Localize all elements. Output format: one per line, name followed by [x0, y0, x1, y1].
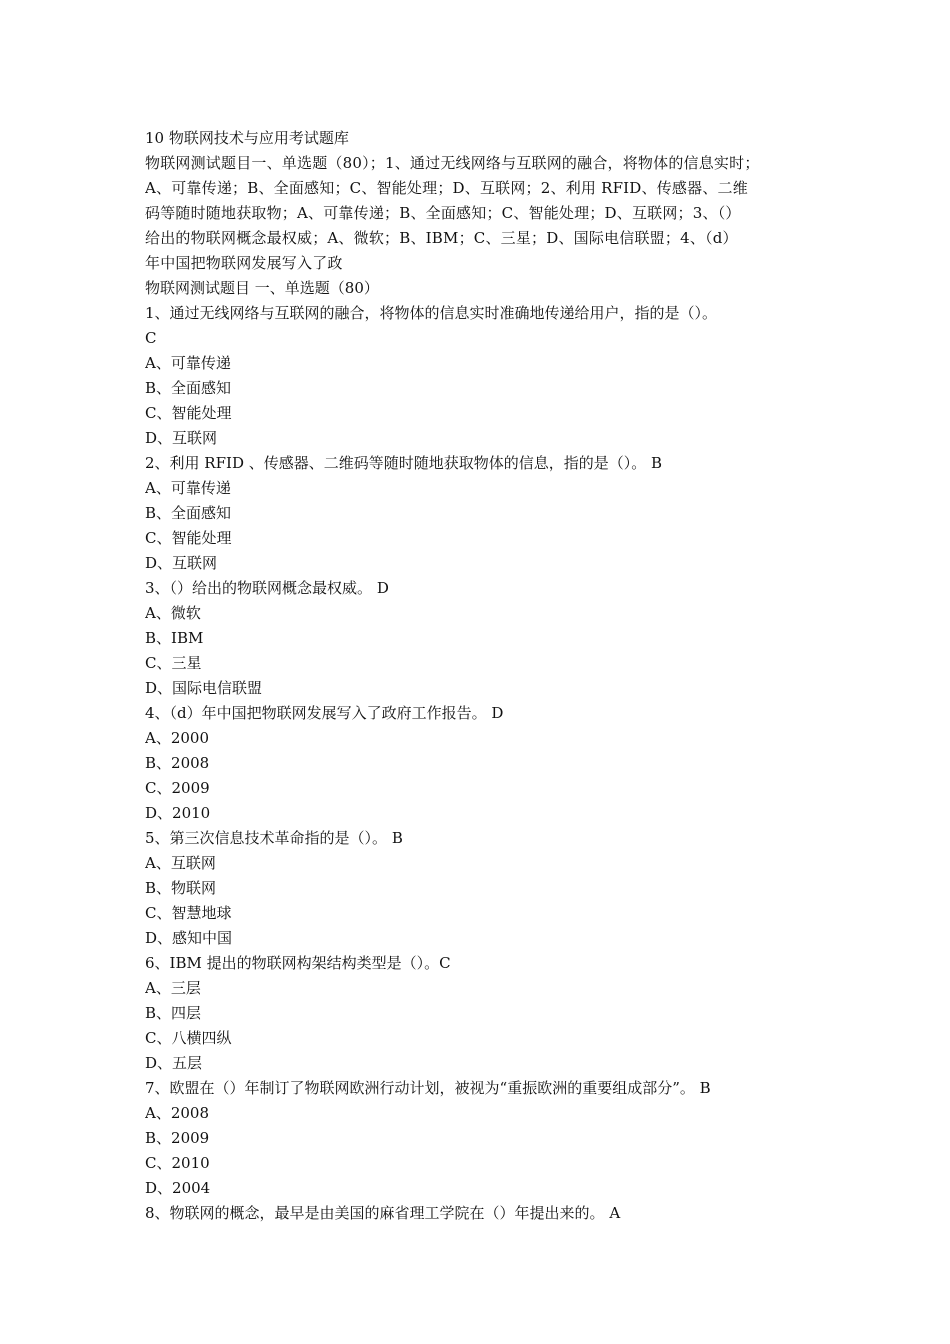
question-stem: 1、通过无线网络与互联网的融合，将物体的信息实时准确地传递给用户，指的是（）。 [145, 304, 718, 322]
summary-line: 给出的物联网概念最权威；A、微软；B、IBM；C、三星；D、国际电信联盟；4、（d） [145, 229, 738, 247]
option-d: D、2004 [145, 1179, 211, 1197]
option-a: A、2008 [145, 1104, 210, 1122]
document-title: 10 物联网技术与应用考试题库 [145, 129, 349, 147]
option-d: D、感知中国 [145, 929, 233, 947]
option-d: D、互联网 [145, 554, 218, 572]
question-stem: 8、物联网的概念，最早是由美国的麻省理工学院在（）年提出来的。 A [145, 1204, 621, 1222]
question-5 [145, 826, 817, 951]
question-stem: 5、第三次信息技术革命指的是（）。 B [145, 829, 403, 847]
question-stem: 2、利用 RFID 、传感器、二维码等随时随地获取物体的信息，指的是（）。 B [145, 454, 663, 472]
option-a: A、微软 [145, 604, 201, 622]
option-d: D、互联网 [145, 429, 218, 447]
question-6 [145, 951, 817, 1076]
question-2 [145, 451, 817, 576]
answer-line: C [145, 329, 157, 347]
question-1 [145, 301, 817, 451]
option-d: D、2010 [145, 804, 211, 822]
option-b: B、四层 [145, 1004, 202, 1022]
option-b: B、2009 [145, 1129, 210, 1147]
option-a: A、可靠传递 [145, 479, 231, 497]
question-4 [145, 701, 817, 826]
option-b: B、2008 [145, 754, 210, 772]
option-d: D、五层 [145, 1054, 203, 1072]
question-stem: 7、欧盟在（）年制订了物联网欧洲行动计划，被视为“重振欧洲的重要组成部分”。 B [145, 1079, 711, 1097]
option-a: A、互联网 [145, 854, 216, 872]
summary-line: A、可靠传递；B、全面感知；C、智能处理；D、互联网；2、利用 RFID、传感器、二维 [145, 179, 748, 197]
summary-paragraph [145, 151, 817, 276]
option-a: A、2000 [145, 729, 210, 747]
section-heading: 物联网测试题目 一、单选题（80） [145, 279, 379, 297]
question-7 [145, 1076, 817, 1201]
option-b: B、全面感知 [145, 379, 232, 397]
question-stem: 6、IBM 提出的物联网构架结构类型是（）。C [145, 954, 451, 972]
option-c: C、八横四纵 [145, 1029, 232, 1047]
option-c: C、2010 [145, 1154, 210, 1172]
option-b: B、物联网 [145, 879, 217, 897]
option-a: A、可靠传递 [145, 354, 231, 372]
option-b: B、全面感知 [145, 504, 232, 522]
option-b: B、IBM [145, 629, 204, 647]
summary-line: 码等随时随地获取物；A、可靠传递；B、全面感知；C、智能处理；D、互联网；3、（） [145, 204, 741, 222]
option-c: C、三星 [145, 654, 202, 672]
option-a: A、三层 [145, 979, 201, 997]
option-c: C、2009 [145, 779, 210, 797]
option-c: C、智能处理 [145, 404, 232, 422]
option-c: C、智慧地球 [145, 904, 232, 922]
question-stem: 3、（）给出的物联网概念最权威。 D [145, 579, 389, 597]
summary-line: 年中国把物联网发展写入了政 [145, 254, 343, 272]
option-c: C、智能处理 [145, 529, 232, 547]
option-d: D、国际电信联盟 [145, 679, 263, 697]
summary-line: 物联网测试题目一、单选题（80）；1、通过无线网络与互联网的融合，将物体的信息实时； [145, 154, 760, 172]
question-3 [145, 576, 817, 701]
document-content [145, 126, 817, 1226]
question-8 [145, 1201, 817, 1226]
question-stem: 4、（d）年中国把物联网发展写入了政府工作报告。 D [145, 704, 504, 722]
